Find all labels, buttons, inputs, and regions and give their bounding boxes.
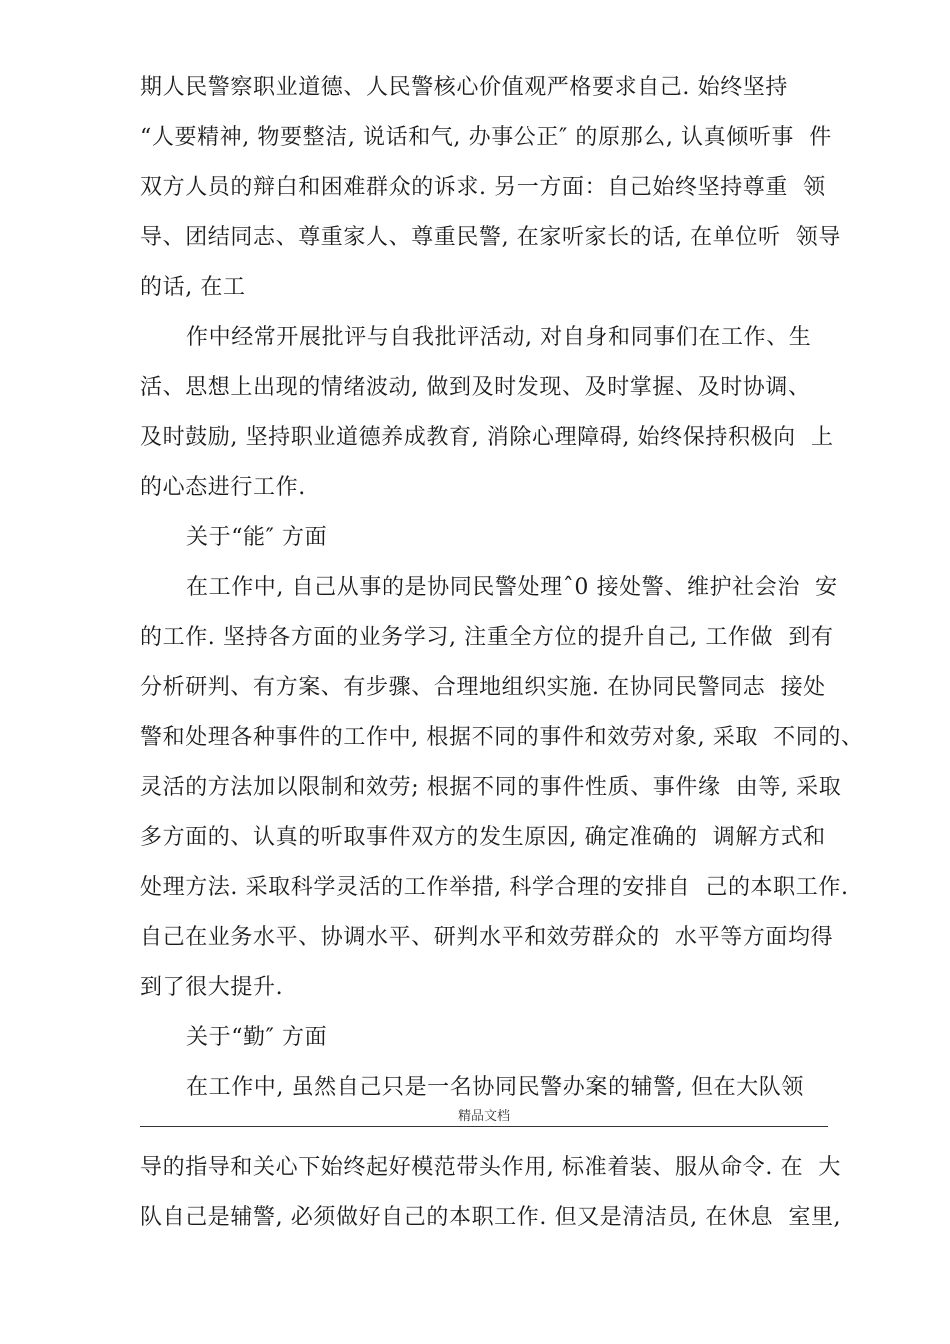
text-line: 导、团结同志、尊重家人、尊重民警, 在家听家长的话, 在单位听 领导 [140,225,841,250]
paragraph-first-line: 在工作中, 虽然自己只是一名协同民警办案的辅警, 但在大队领 [186,1075,804,1100]
text-line: 自己在业务水平、协调水平、研判水平和效劳群众的 水平等方面均得 [140,925,834,950]
text-line: “人要精神, 物要整洁, 说话和气, 办事公正″ 的原那么, 认真倾听事 件 [140,125,832,150]
text-line: 多方面的、认真的听取事件双方的发生原因, 确定准确的 调解方式和 [140,825,826,850]
section-heading-neng: 关于“能″ 方面 [186,525,328,550]
page-divider [140,1126,828,1127]
text-line: 的心态进行工作. [140,475,306,500]
text-line: 导的指导和关心下始终起好模范带头作用, 标准着装、服从命令. 在 大 [140,1155,841,1180]
paragraph-first-line: 在工作中, 自己从事的是协同民警处理ˆ0 接处警、维护社会治 安 [186,575,838,600]
text-line: 活、思想上出现的情绪波动, 做到及时发现、及时掌握、及时协调、 [140,375,811,400]
text-line: 灵活的方法加以限制和效劳; 根据不同的事件性质、事件缘 由等, 采取 [140,775,842,800]
text-line: 的工作. 坚持各方面的业务学习, 注重全方位的提升自己, 工作做 到有 [140,625,834,650]
text-line: 队自己是辅警, 必须做好自己的本职工作. 但又是清洁员, 在休息 室里, [140,1205,842,1230]
text-line: 警和处理各种事件的工作中, 根据不同的事件和效劳对象, 采取 不同的、 [140,725,864,750]
section-heading-qin: 关于“勤″ 方面 [186,1025,328,1050]
text-line: 到了很大提升. [140,975,284,1000]
text-line: 期人民警察职业道德、人民警核心价值观严格要求自己. 始终坚持 [140,75,788,100]
paragraph-first-line: 作中经常开展批评与自我批评活动, 对自身和同事们在工作、生 [186,325,812,350]
text-line: 双方人员的辩白和困难群众的诉求. 另一方面：自己始终坚持尊重 领 [140,175,826,200]
text-line: 分析研判、有方案、有步骤、合理地组织实施. 在协同民警同志 接处 [140,675,826,700]
text-line: 的话, 在工 [140,275,246,300]
page-footer-label: 精品文档 [457,1109,510,1124]
text-line: 及时鼓励, 坚持职业道德养成教育, 消除心理障碍, 始终保持积极向 上 [140,425,834,450]
text-line: 处理方法. 采取科学灵活的工作举措, 科学合理的安排自 己的本职工作. [140,875,849,900]
